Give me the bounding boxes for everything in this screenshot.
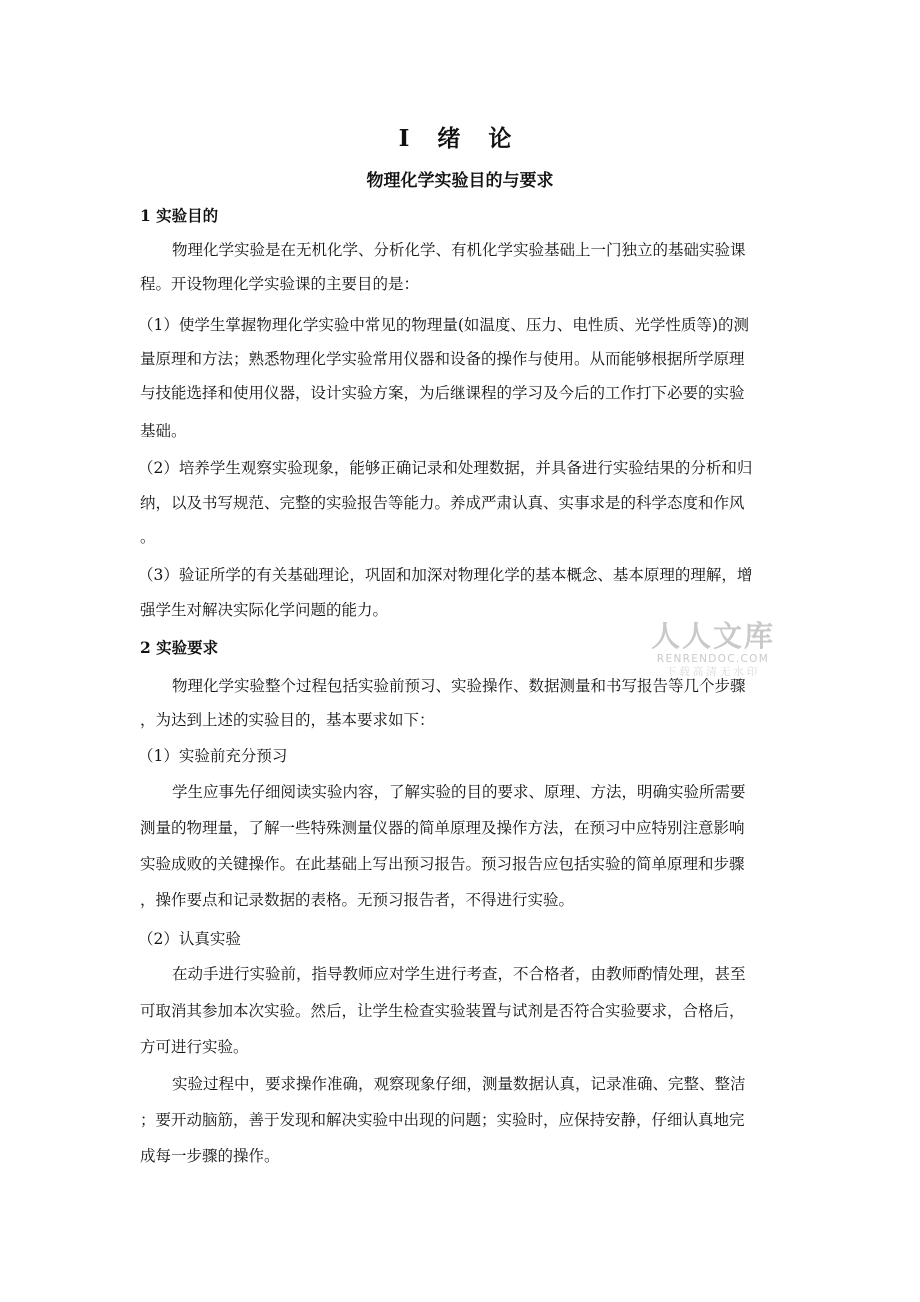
paragraph-line: 学生应事先仔细阅读实验内容，了解实验的目的要求、原理、方法，明确实验所需要	[172, 783, 746, 801]
list-item-line: （1）使学生掌握物理化学实验中常见的物理量(如温度、压力、电性质、光学性质等)的测	[138, 316, 749, 334]
list-item-line: 量原理和方法；熟悉物理化学实验常用仪器和设备的操作与使用。从而能够根据所学原理	[140, 350, 745, 368]
list-item-line: 。	[140, 528, 156, 546]
paragraph-line: 测量的物理量，了解一些特殊测量仪器的简单原理及操作方法，在预习中应特别注意影响	[140, 819, 745, 837]
heading-experiment-purpose: 1 实验目的	[140, 206, 219, 225]
paragraph-line: ；要开动脑筋，善于发现和解决实验中出现的问题；实验时，应保持安静，仔细认真地完	[140, 1111, 745, 1129]
section-subtitle: 物理化学实验目的与要求	[366, 171, 554, 191]
paragraph-line: 程。开设物理化学实验课的主要目的是：	[140, 275, 420, 293]
subheading-preview: （1）实验前充分预习	[138, 747, 288, 765]
watermark-tagline: 下载高清无水印	[665, 666, 761, 678]
heading-experiment-requirements: 2 实验要求	[140, 638, 219, 657]
list-item-line: 纳，以及书写规范、完整的实验报告等能力。养成严肃认真、实事求是的科学态度和作风	[140, 494, 745, 512]
paragraph-line: 可取消其参加本次实验。然后，让学生检查实验装置与试剂是否符合实验要求，合格后，	[140, 1002, 745, 1020]
paragraph-line: 方可进行实验。	[140, 1038, 249, 1056]
paragraph-line: 物理化学实验整个过程包括实验前预习、实验操作、数据测量和书写报告等几个步骤	[172, 677, 746, 695]
list-item-line: 强学生对解决实际化学问题的能力。	[140, 601, 389, 619]
list-item-line: 基础。	[140, 422, 187, 440]
paragraph-line: 成每一步骤的操作。	[140, 1147, 280, 1165]
paragraph-line: 在动手进行实验前，指导教师应对学生进行考查，不合格者，由教师酌情处理，甚至	[172, 965, 746, 983]
paragraph-line: 实验过程中，要求操作准确，观察现象仔细，测量数据认真，记录准确、完整、整洁	[172, 1075, 746, 1093]
watermark-logo	[648, 620, 778, 679]
list-item-line: （2）培养学生观察实验现象，能够正确记录和处理数据，并具备进行实验结果的分析和归	[138, 459, 753, 477]
paragraph-line: 实验成败的关键操作。在此基础上写出预习报告。预习报告应包括实验的简单原理和步骤	[140, 855, 745, 873]
watermark-url: RENRENDOC.COM	[656, 653, 770, 665]
subheading-careful-experiment: （2）认真实验	[138, 930, 241, 948]
list-item-line: 与技能选择和使用仪器，设计实验方案，为后继课程的学习及今后的工作打下必要的实验	[140, 384, 745, 402]
list-item-line: （3）验证所学的有关基础理论，巩固和加深对物理化学的基本概念、基本原理的理解，增	[138, 566, 753, 584]
paragraph-line: ，操作要点和记录数据的表格。无预习报告者，不得进行实验。	[140, 891, 575, 909]
paragraph-line: 物理化学实验是在无机化学、分析化学、有机化学实验基础上一门独立的基础实验课	[172, 241, 746, 259]
chapter-title: Ⅰ 绪 论	[398, 125, 522, 152]
watermark-title: 人人文库	[650, 619, 775, 653]
paragraph-line: ，为达到上述的实验目的，基本要求如下：	[140, 711, 435, 729]
